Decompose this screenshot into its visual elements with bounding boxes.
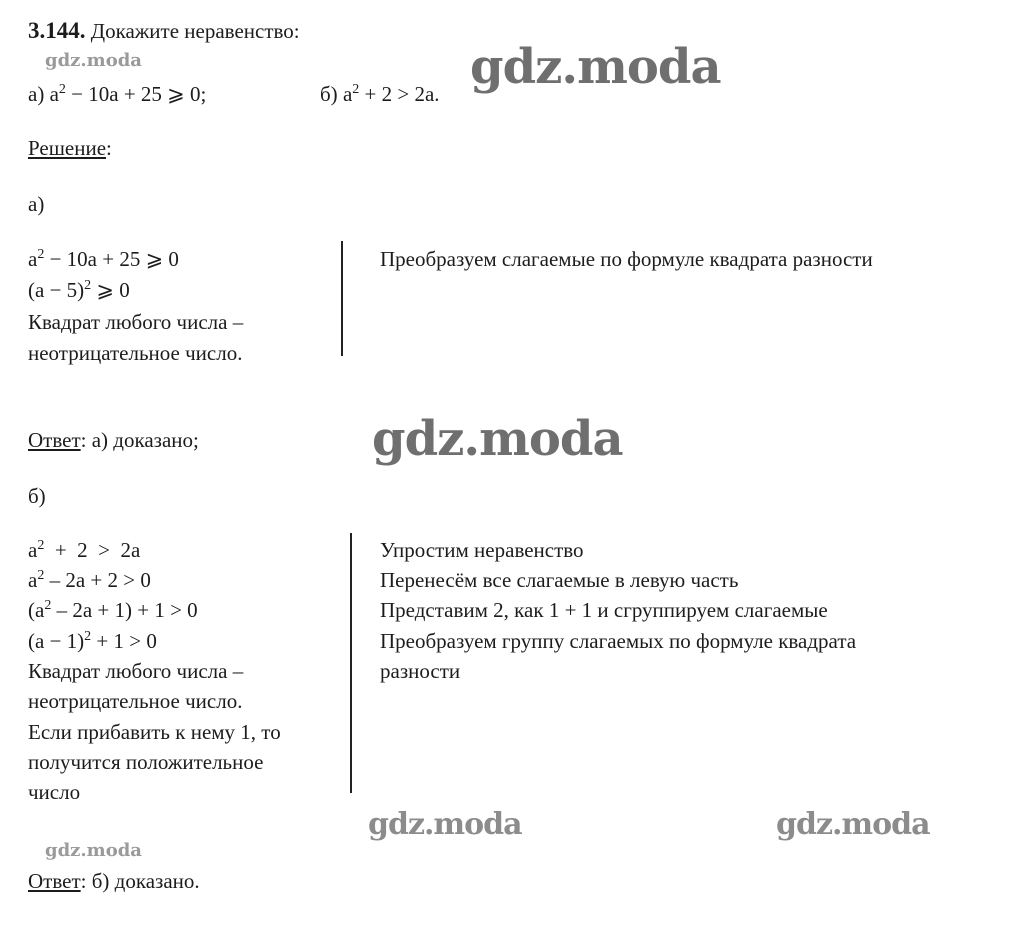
part-b-conclusion-4: получится положительное bbox=[28, 750, 264, 774]
watermark-mid-bottom-right: gdz.moda bbox=[776, 807, 930, 842]
part-b-divider bbox=[350, 533, 352, 793]
watermark-small-top: gdz.moda bbox=[45, 50, 142, 71]
part-b-comment-2: Перенесём все слагаемые в левую часть bbox=[380, 568, 739, 592]
part-b-comment-3: Представим 2, как 1 + 1 и сгруппируем слагаемые bbox=[380, 598, 828, 622]
problem-header bbox=[28, 16, 300, 46]
problem-number: 3.144. bbox=[28, 18, 86, 43]
part-b-comment-5: разности bbox=[380, 659, 461, 683]
part-b-conclusion-3: Если прибавить к нему 1, то bbox=[28, 720, 281, 744]
part-b-conclusion-1: Квадрат любого числа – bbox=[28, 659, 244, 683]
part-a-step-2: $(a - 5)^2$ ⩾ 0 bbox=[28, 278, 130, 302]
part-b-line-1: $a^2 + 2 > 2a$ bbox=[28, 538, 141, 562]
task-a: а) $a^2 - 10a + 25$ ⩾ 0; bbox=[28, 82, 207, 106]
part-b-line-3: $(a^2 - 2a + 1) + 1 > 0$ bbox=[28, 598, 198, 622]
problem-instruction: Докажите неравенство: bbox=[90, 19, 300, 43]
watermark-large-middle: gdz.moda bbox=[372, 411, 623, 467]
watermark-large-top: gdz.moda bbox=[470, 39, 721, 95]
watermark-mid-bottom-left: gdz.moda bbox=[368, 807, 522, 842]
part-a-step-1: $a^2 - 10a + 25$ ⩾ 0 bbox=[28, 247, 179, 271]
part-a-conclusion-2: неотрицательное число. bbox=[28, 341, 243, 365]
task-b: б) $a^2 + 2 > 2a$. bbox=[320, 82, 440, 106]
part-b-comment-4: Преобразуем группу слагаемых по формуле квадрата bbox=[380, 629, 857, 653]
part-a-comment: Преобразуем слагаемые по формуле квадрата разности bbox=[380, 247, 873, 271]
solution-heading: Решение: bbox=[28, 136, 112, 160]
answer-b: Ответ: б) доказано. bbox=[28, 869, 200, 893]
watermark-small-bottom: gdz.moda bbox=[45, 840, 142, 861]
answer-a: Ответ: а) доказано; bbox=[28, 428, 199, 452]
part-b-line-4: $(a - 1)^2 + 1 > 0$ bbox=[28, 629, 157, 653]
part-a-divider bbox=[341, 241, 343, 356]
part-b-line-2: $a^2 - 2a + 2 > 0$ bbox=[28, 568, 151, 592]
part-a-label: а) bbox=[28, 192, 45, 216]
part-a-conclusion-1: Квадрат любого числа – bbox=[28, 310, 244, 334]
part-b-conclusion-2: неотрицательное число. bbox=[28, 689, 243, 713]
part-b-comment-1: Упростим неравенство bbox=[380, 538, 584, 562]
part-b-label: б) bbox=[28, 484, 46, 508]
part-b-conclusion-5: число bbox=[28, 780, 81, 804]
